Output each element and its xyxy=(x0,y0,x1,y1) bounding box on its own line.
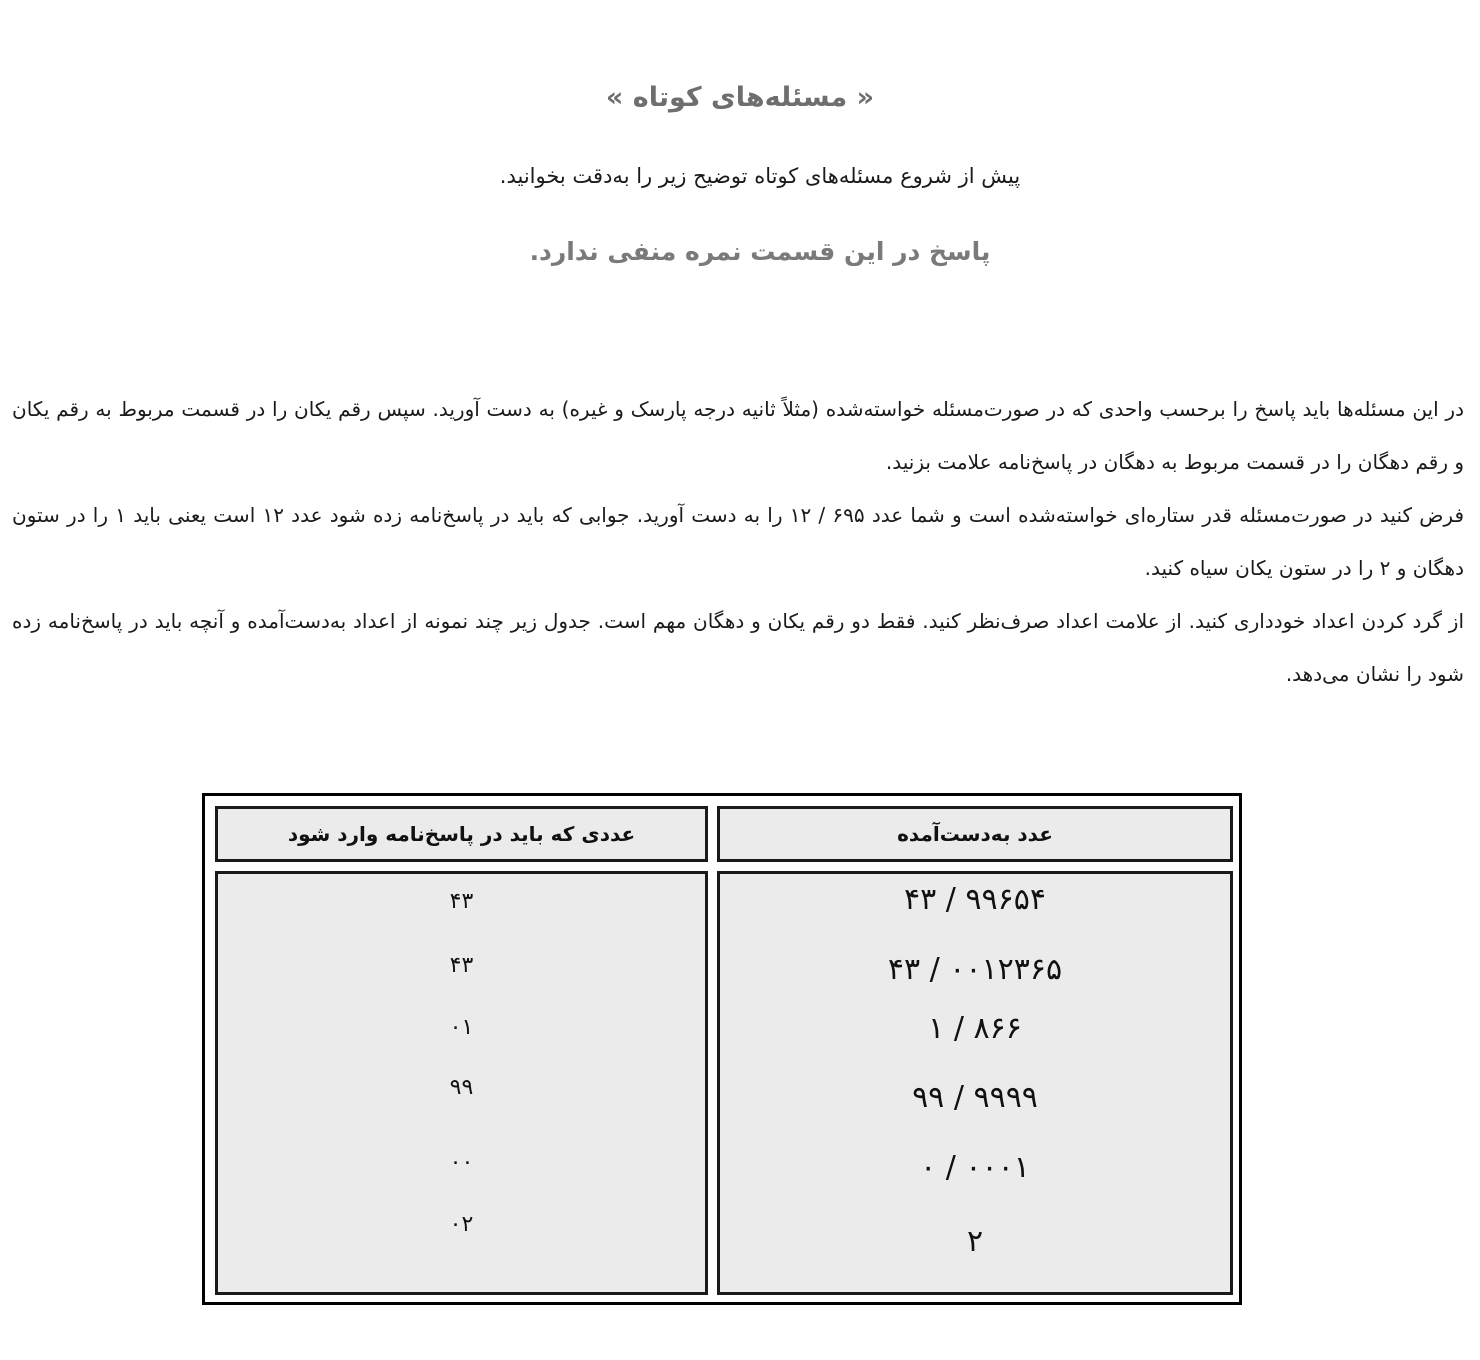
obtained-value: ۱ / ۸۶۶ xyxy=(928,1011,1022,1046)
obtained-value: ۴۳ / ۰۰۱۲۳۶۵ xyxy=(887,952,1063,987)
answer-value: ۹۹ xyxy=(449,1075,474,1100)
section-title: « مسئله‌های کوتاه » xyxy=(605,82,875,113)
obtained-value: ۴۳ / ۹۹۶۵۴ xyxy=(904,882,1046,917)
answer-value: ۰۰ xyxy=(449,1150,474,1175)
obtained-values-column xyxy=(717,871,1233,1295)
answer-value: ۴۳ xyxy=(449,889,474,914)
answer-values-column xyxy=(215,871,708,1295)
obtained-value: ۹۹ / ۹۹۹۹ xyxy=(912,1080,1038,1115)
header-cell-obtained xyxy=(717,806,1233,862)
obtained-value: ۰ / ۰۰۰۱ xyxy=(920,1150,1030,1185)
obtained-value: ۲ xyxy=(966,1224,984,1259)
examples-table xyxy=(202,793,1242,1305)
header-answer-label: عددی که باید در پاسخ‌نامه وارد شود xyxy=(287,822,636,846)
intro-text: پیش از شروع مسئله‌های کوتاه توضیح زیر را به‌دقت بخوانید. xyxy=(499,164,1021,188)
answer-value: ۰۲ xyxy=(449,1212,474,1237)
instruction-paragraph-2: فرض کنید در صورت‌مسئله قدر ستاره‌ای خواسته‌شده است و شما عدد ۶۹۵ / ۱۲ را به دست آورید. جوابی که باید در پاسخ‌نامه زده شود عدد ۱۲ است یعنی باید ۱ را در ستون دهگان و ۲ را در ستون یکان سیاه کنید. xyxy=(12,503,1465,580)
no-negative-score-note: پاسخ در این قسمت نمره منفی ندارد. xyxy=(529,237,991,266)
header-cell-answer xyxy=(215,806,708,862)
instruction-paragraph-1: در این مسئله‌ها باید پاسخ را برحسب واحدی که در صورت‌مسئله خواسته‌شده (مثلاً ثانیه درجه پارسک و غیره) به دست آورید. سپس رقم یکان را در قسمت مربوط به رقم یکان و رقم دهگان را در قسمت مربوط به دهگان در پاسخ‌نامه علامت بزنید. xyxy=(12,397,1464,474)
header-obtained-label: عدد به‌دست‌آمده xyxy=(897,822,1053,846)
instruction-paragraph-3: از گرد کردن اعداد خودداری کنید. از علامت اعداد صرف‌نظر کنید. فقط دو رقم یکان و دهگان مهم است. جدول زیر چند نمونه از اعداد به‌دست‌آمده و آنچه باید در پاسخ‌نامه زده شود را نشان می‌دهد. xyxy=(12,609,1464,686)
answer-value: ۴۳ xyxy=(449,953,474,978)
instructions xyxy=(12,383,1464,701)
answer-value: ۰۱ xyxy=(449,1015,474,1040)
